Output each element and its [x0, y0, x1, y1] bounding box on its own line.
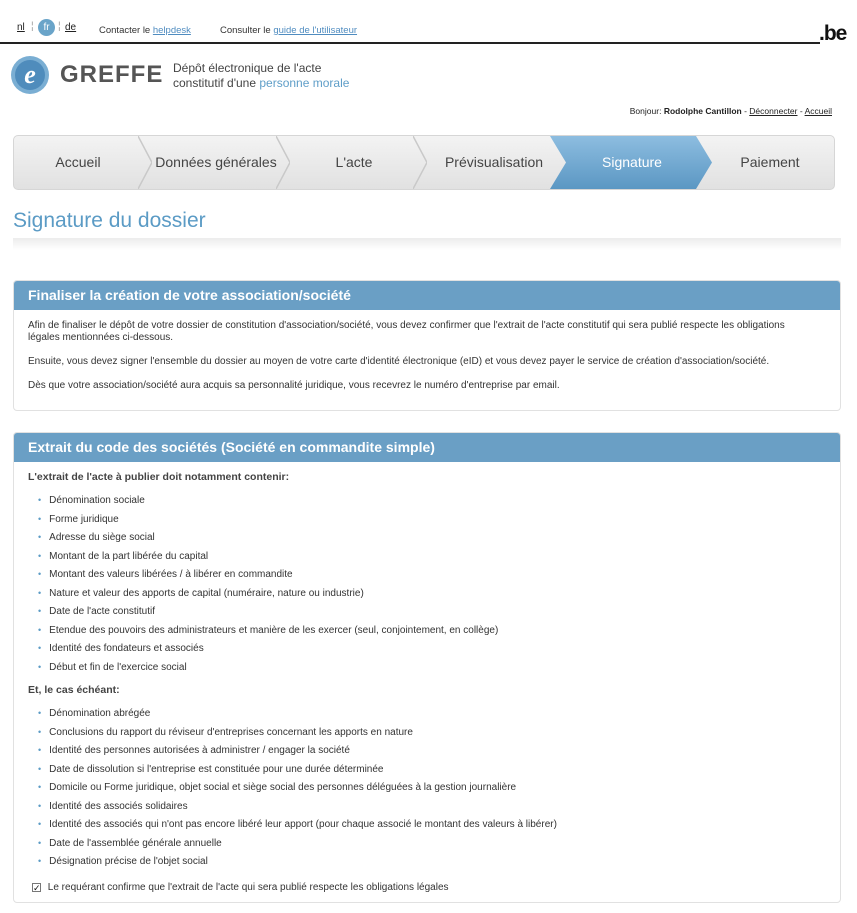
- brand-name: GREFFE: [60, 61, 164, 88]
- bullet-icon: •: [38, 569, 42, 579]
- step-acte[interactable]: L'acte: [335, 154, 373, 170]
- list-item: [38, 662, 187, 673]
- list-item: [38, 856, 208, 867]
- bullet-icon: •: [38, 819, 42, 829]
- list-item: [38, 819, 557, 830]
- lang-separator: ¦: [31, 21, 34, 32]
- bullet-icon: •: [38, 782, 42, 792]
- bullet-icon: •: [38, 726, 42, 737]
- list-item: [38, 643, 204, 654]
- helpdesk-prefix: Contacter le: [99, 25, 151, 36]
- bullet-icon: •: [38, 661, 42, 672]
- step-previsualisation[interactable]: Prévisualisation: [444, 154, 544, 170]
- user-greeting: Bonjour: Rodolphe Cantillon - Déconnecter - Accueil: [629, 106, 832, 116]
- list-item-text: Nature et valeur des apports de capital (numéraire, nature ou industrie): [49, 587, 364, 599]
- list-item-text: Forme juridique: [49, 513, 119, 525]
- bullet-icon: •: [38, 513, 42, 524]
- bullet-icon: •: [38, 624, 42, 635]
- list-item-text: Début et fin de l'exercice social: [49, 661, 187, 673]
- step-accueil[interactable]: Accueil: [55, 154, 101, 170]
- bullet-icon: •: [38, 643, 42, 653]
- bullet-icon: •: [38, 800, 42, 811]
- list-item: [38, 532, 155, 543]
- confirm-checkbox[interactable]: ✓: [33, 883, 41, 893]
- list-item-text: Date de dissolution si l'entreprise est constituée pour une durée déterminée: [49, 763, 384, 775]
- bullet-icon: •: [38, 763, 42, 774]
- list-item: [38, 708, 150, 719]
- list-item-text: Etendue des pouvoirs des administrateurs et manière de les exercer (seul, conjointement, en collège): [49, 624, 499, 636]
- step-donnees-generales[interactable]: Données générales: [155, 154, 277, 170]
- header-divider: [0, 42, 820, 44]
- list-item-text: Adresse du siège social: [49, 532, 155, 543]
- list-item-text: Date de l'acte constitutif: [49, 606, 156, 617]
- confirm-checkbox-row[interactable]: [32, 882, 449, 893]
- list-item-text: Identité des fondateurs et associés: [49, 643, 204, 654]
- list-item-text: Désignation précise de l'objet social: [49, 856, 208, 867]
- guide-prefix: Consulter le: [220, 25, 271, 36]
- home-link[interactable]: Accueil: [804, 106, 832, 116]
- brand-subtitle-highlight: personne morale: [259, 76, 350, 90]
- list-item-text: Identité des personnes autorisées à administrer / engager la société: [49, 745, 350, 756]
- bullet-icon: •: [38, 587, 42, 598]
- wizard-steps: [13, 135, 835, 190]
- step-signature[interactable]: Signature: [602, 154, 662, 170]
- bullet-icon: •: [38, 708, 42, 718]
- be-logo: .be: [819, 22, 847, 45]
- helpdesk-link[interactable]: helpdesk: [152, 25, 191, 36]
- egreffe-logo-icon: [10, 55, 54, 95]
- finalize-paragraph-2: Ensuite, vous devez signer l'ensemble du dossier au moyen de votre carte d'identité électronique (eID) et vous devez payer le service de création d'association/société.: [28, 356, 770, 367]
- confirm-label: Le requérant confirme que l'extrait de l'acte qui sera publié respecte les obligations légales: [47, 882, 449, 893]
- list-item-text: Dénomination sociale: [49, 495, 145, 506]
- logout-link[interactable]: Déconnecter: [749, 106, 798, 116]
- lang-nl-link[interactable]: nl: [17, 22, 25, 33]
- list-item-text: Conclusions du rapport du réviseur d'entreprises concernant les apports en nature: [49, 726, 413, 738]
- list-item: [38, 551, 208, 562]
- top-bar: [0, 0, 857, 44]
- title-divider: [13, 238, 841, 250]
- bullet-icon: •: [38, 745, 42, 755]
- bullet-icon: •: [38, 532, 42, 542]
- list-item-text: Montant de la part libérée du capital: [49, 550, 209, 562]
- list-item-text: Domicile ou Forme juridique, objet social et siège social des personnes déléguées à la gestion journalière: [49, 782, 517, 793]
- list-item: [38, 801, 188, 812]
- brand-subtitle-line1: Dépôt électronique de l'acte: [173, 61, 322, 75]
- finalize-paragraph-1: Afin de finaliser le dépôt de votre dossier de constitution d'association/société, vous devez confirmer que l'extrait de l'acte constitutif qui sera publié respecte les obligations légales mentionnées ci-dessous.: [28, 320, 785, 343]
- finalize-paragraph-3: Dès que votre association/société aura acquis sa personnalité juridique, vous recevrez le numéro d'entreprise par email.: [28, 380, 560, 391]
- list-item: [38, 606, 155, 617]
- list-item: [38, 727, 413, 738]
- page-title: Signature du dossier: [13, 209, 206, 232]
- brand-subtitle: [173, 61, 349, 91]
- extract-panel-title: Extrait du code des sociétés (Société en commandite simple): [14, 433, 840, 462]
- list-item: [38, 745, 350, 756]
- bullet-icon: •: [38, 856, 42, 866]
- user-guide: [220, 25, 357, 36]
- list-item-text: Identité des associés qui n'ont pas encore libéré leur apport (pour chaque associé le montant des valeurs à libérer): [49, 819, 557, 830]
- bullet-icon: •: [38, 550, 42, 561]
- bullet-icon: •: [38, 837, 42, 848]
- list-item: [38, 764, 384, 775]
- list-item: [38, 588, 364, 599]
- list-item: [38, 782, 516, 793]
- list-item: [38, 495, 145, 506]
- list-item: [38, 625, 498, 636]
- extract-panel: [13, 432, 841, 903]
- lang-separator: ¦: [58, 21, 61, 32]
- helpdesk-contact: [99, 25, 191, 36]
- required-heading: L'extrait de l'acte à publier doit notamment contenir:: [28, 471, 290, 483]
- finalize-panel: [13, 280, 841, 411]
- bullet-icon: •: [38, 606, 42, 616]
- lang-fr-current: fr: [38, 19, 55, 36]
- list-item-text: Dénomination abrégée: [49, 708, 151, 719]
- brand-subtitle-line2: [173, 76, 349, 91]
- svg-text:e: e: [24, 60, 36, 89]
- greeting-prefix: Bonjour:: [629, 106, 662, 116]
- brand-subtitle-prefix: constitutif d'une: [173, 76, 257, 90]
- list-item: [38, 569, 293, 580]
- finalize-panel-title: Finaliser la création de votre association/société: [14, 281, 840, 310]
- list-item-text: Montant des valeurs libérées / à libérer en commandite: [49, 569, 293, 580]
- list-item-text: Identité des associés solidaires: [49, 800, 188, 812]
- user-guide-link[interactable]: guide de l'utilisateur: [273, 25, 358, 36]
- list-item-text: Date de l'assemblée générale annuelle: [49, 837, 222, 849]
- step-paiement[interactable]: Paiement: [740, 154, 800, 170]
- optional-heading: Et, le cas échéant:: [28, 684, 120, 696]
- list-item: [38, 514, 119, 525]
- list-item: [38, 838, 222, 849]
- lang-de-link[interactable]: de: [65, 22, 77, 33]
- user-name: Rodolphe Cantillon: [663, 106, 742, 116]
- bullet-icon: •: [38, 495, 42, 505]
